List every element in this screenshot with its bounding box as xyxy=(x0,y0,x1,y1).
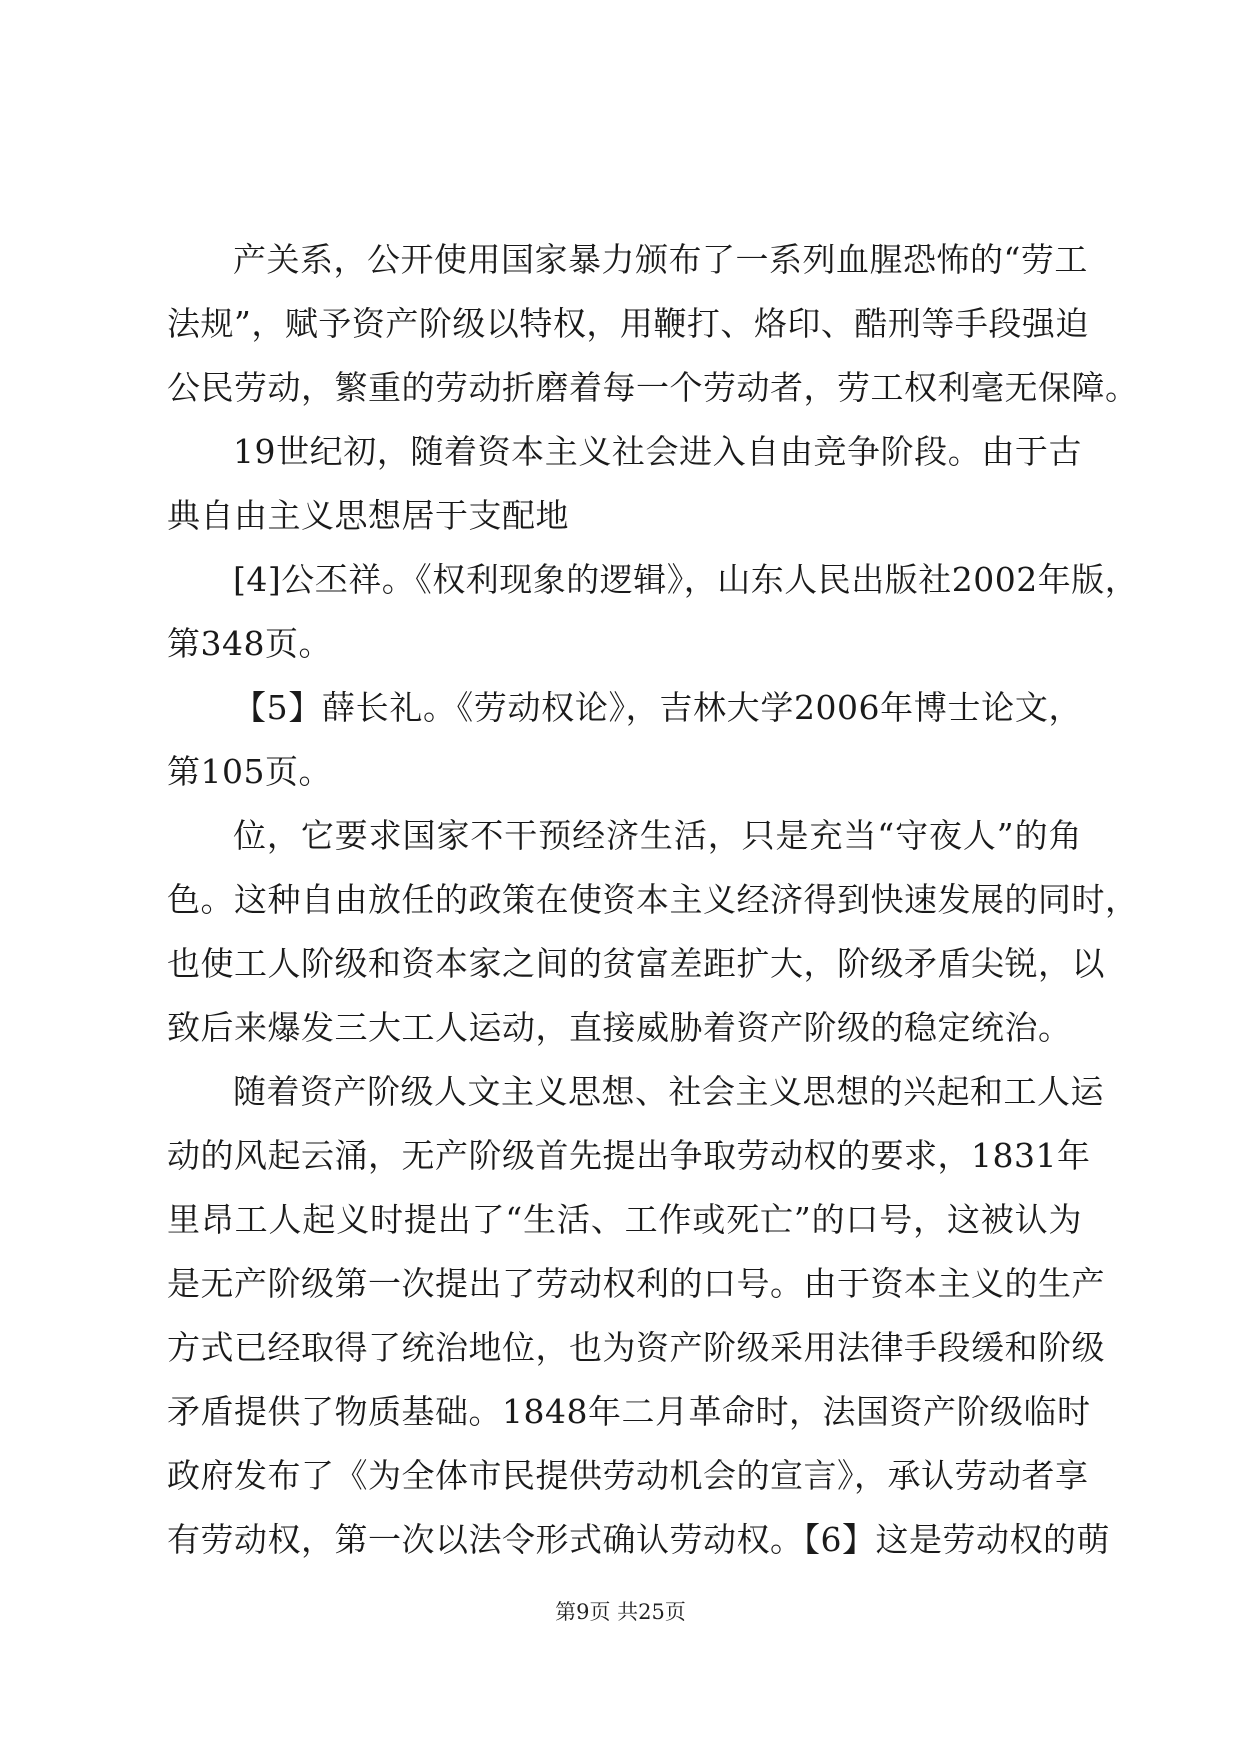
paragraph-right-to-work xyxy=(167,1060,1110,1572)
text-line: 也使工人阶级和资本家之间的贫富差距扩大，阶级矛盾尖锐，以 xyxy=(167,944,1105,983)
document-body xyxy=(167,228,1139,1572)
text-line: 方式已经取得了统治地位，也为资产阶级采用法律手段缓和阶级 xyxy=(167,1328,1105,1367)
text-line: 第348页。 xyxy=(167,624,332,663)
text-line: 【5】薛长礼。《劳动权论》，吉林大学2006年博士论文， xyxy=(233,688,1082,727)
text-line: 色。这种自由放任的政策在使资本主义经济得到快速发展的同时， xyxy=(167,880,1139,919)
paragraph-night-watchman xyxy=(167,804,1139,1060)
footnote-5 xyxy=(167,676,1082,804)
text-line: 动的风起云涌，无产阶级首先提出争取劳动权的要求，1831年 xyxy=(167,1136,1091,1175)
text-line: 产关系，公开使用国家暴力颁布了一系列血腥恐怖的“劳工 xyxy=(233,240,1088,279)
text-line: 法规”，赋予资产阶级以特权，用鞭打、烙印、酷刑等手段强迫 xyxy=(167,304,1089,343)
text-line: 有劳动权，第一次以法令形式确认劳动权。【6】这是劳动权的萌 xyxy=(167,1520,1110,1559)
text-line: 公民劳动，繁重的劳动折磨着每一个劳动者，劳工权利毫无保障。 xyxy=(167,368,1139,407)
text-line: 致后来爆发三大工人运动，直接威胁着资产阶级的稳定统治。 xyxy=(167,1008,1072,1047)
text-line: 政府发布了《为全体市民提供劳动机会的宣言》，承认劳动者享 xyxy=(167,1456,1089,1495)
paragraph-19th-century xyxy=(167,420,1082,548)
text-line: 随着资产阶级人文主义思想、社会主义思想的兴起和工人运 xyxy=(233,1072,1104,1111)
text-line: 里昂工人起义时提出了“生活、工作或死亡”的口号，这被认为 xyxy=(167,1200,1082,1239)
paragraph-labor-regulations xyxy=(167,228,1139,420)
text-line: 19世纪初，随着资本主义社会进入自由竞争阶段。由于古 xyxy=(233,432,1082,471)
text-line: 典自由主义思想居于支配地 xyxy=(167,496,569,535)
text-line: 矛盾提供了物质基础。1848年二月革命时，法国资产阶级临时 xyxy=(167,1392,1091,1431)
text-line: 第105页。 xyxy=(167,752,332,791)
page-number-footer: 第9页 共25页 xyxy=(555,1600,686,1624)
text-line: 位，它要求国家不干预经济生活，只是充当“守夜人”的角 xyxy=(233,816,1082,855)
text-line: [4]公丕祥。《权利现象的逻辑》，山东人民出版社2002年版， xyxy=(233,560,1139,599)
footnote-4 xyxy=(167,548,1139,676)
text-line: 是无产阶级第一次提出了劳动权利的口号。由于资本主义的生产 xyxy=(167,1264,1105,1303)
